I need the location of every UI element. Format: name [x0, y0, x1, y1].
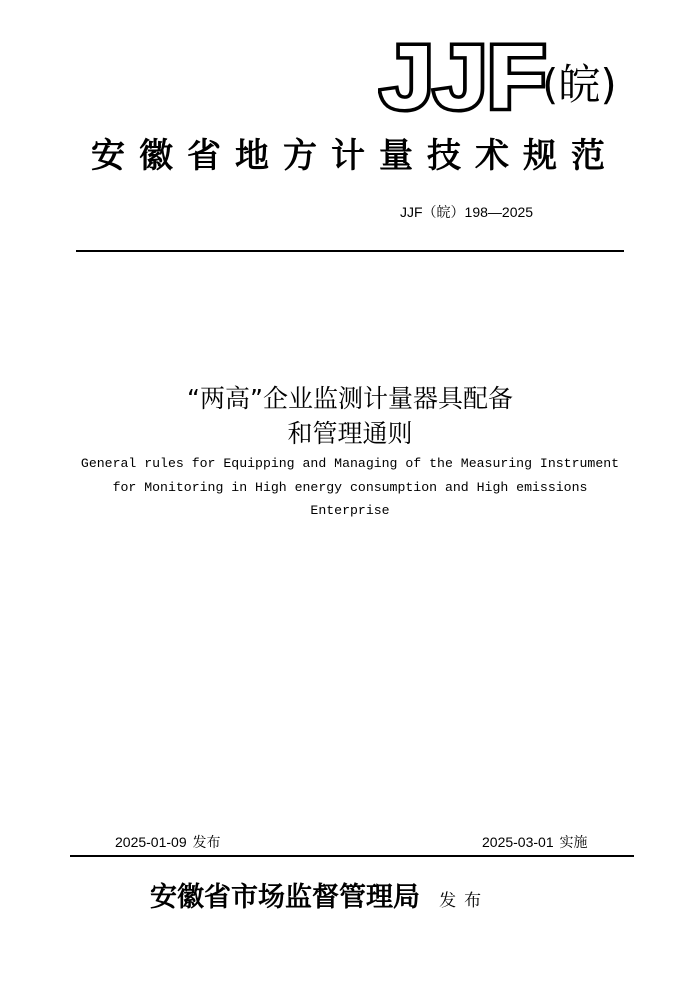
english-title-line-1: General rules for Equipping and Managing of the Measuring Instrument: [80, 456, 620, 471]
chinese-title-line-1: “两高”企业监测计量器具配备: [187, 384, 513, 413]
publish-label: 发布: [439, 890, 490, 911]
jjf-logo: [370, 36, 670, 116]
issue-date-label: 发布: [192, 835, 221, 851]
implementation-date-label: 实施: [559, 835, 588, 851]
logo-province-suffix: (皖): [542, 60, 617, 109]
issue-date-value: 2025-01-09: [115, 834, 187, 850]
issue-date: [115, 833, 221, 852]
chinese-title-line-2: 和管理通则: [287, 419, 413, 448]
implementation-date: [482, 833, 588, 852]
jjf-logo-text: JJF: [380, 36, 546, 116]
publisher-line: [150, 876, 570, 920]
english-title-line-3: Enterprise: [310, 503, 390, 518]
standard-category: 安徽省地方计量技术规范: [91, 136, 619, 176]
jjf-logo-mark: [378, 36, 548, 116]
standard-number: JJF（皖）198—2025: [400, 204, 534, 220]
top-divider: [76, 250, 624, 252]
implementation-date-value: 2025-03-01: [482, 834, 554, 850]
english-title-line-2: for Monitoring in High energy consumption and High emissions: [112, 480, 588, 495]
publisher-name: 安徽省市场监督管理局: [150, 882, 420, 913]
bottom-divider: [70, 855, 634, 857]
